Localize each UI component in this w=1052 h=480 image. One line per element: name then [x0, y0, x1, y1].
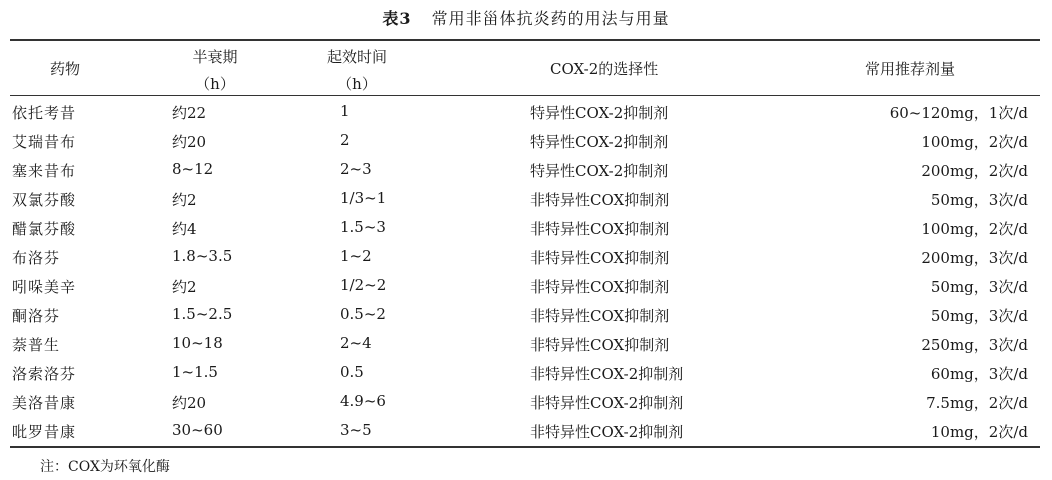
table-row: [10, 126, 1040, 155]
cell-half-life: 1.8~3.5: [172, 247, 233, 265]
cell-selectivity: 非特异性COX-2抑制剂: [530, 365, 684, 383]
cell-dose: 60~120mg，1次/d: [889, 104, 1028, 122]
table-number: 表3: [382, 9, 412, 28]
cell-dose: 250mg，3次/d: [921, 336, 1028, 354]
cell-drug: 吲哚美辛: [12, 278, 77, 296]
top-rule: [10, 39, 1040, 41]
table-row: [10, 242, 1040, 271]
cell-half-life: 30~60: [172, 421, 223, 439]
cell-dose: 100mg，2次/d: [921, 220, 1028, 238]
cell-selectivity: 特异性COX-2抑制剂: [530, 133, 669, 151]
cell-half-life: 1.5~2.5: [172, 305, 233, 323]
cell-half-life: 1~1.5: [172, 363, 218, 381]
cell-dose: 7.5mg，2次/d: [926, 394, 1028, 412]
header-half-life-unit: （h）: [195, 75, 235, 93]
table-row: [10, 213, 1040, 242]
cell-dose: 10mg，2次/d: [930, 423, 1028, 441]
cell-onset: 1.5~3: [340, 218, 386, 236]
cell-onset: 1/2~2: [340, 276, 387, 294]
table-row: [10, 271, 1040, 300]
cell-selectivity: 非特异性COX-2抑制剂: [530, 394, 684, 412]
cell-drug: 依托考昔: [12, 104, 77, 122]
cell-onset: 3~5: [340, 421, 372, 439]
cell-onset: 1~2: [340, 247, 372, 265]
cell-selectivity: 非特异性COX抑制剂: [530, 336, 670, 354]
cell-half-life: 约2: [172, 278, 197, 296]
cell-half-life: 约20: [172, 133, 207, 151]
table-row: [10, 387, 1040, 416]
cell-selectivity: 非特异性COX-2抑制剂: [530, 423, 684, 441]
cell-dose: 200mg，3次/d: [921, 249, 1028, 267]
cell-half-life: 8~12: [172, 160, 214, 178]
cell-onset: 1: [340, 102, 350, 120]
cell-onset: 4.9~6: [340, 392, 386, 410]
header-dose: 常用推荐剂量: [864, 60, 955, 78]
cell-dose: 50mg，3次/d: [930, 307, 1028, 325]
cell-drug: 洛索洛芬: [12, 365, 77, 383]
cell-onset: 2~4: [340, 334, 372, 352]
header-drug: 药物: [49, 60, 80, 78]
cell-onset: 0.5: [340, 363, 364, 381]
cell-half-life: 约22: [172, 104, 207, 122]
cell-onset: 0.5~2: [340, 305, 386, 323]
cell-dose: 60mg，3次/d: [930, 365, 1028, 383]
table-row: [10, 329, 1040, 358]
cell-half-life: 10~18: [172, 334, 223, 352]
cell-drug: 艾瑞昔布: [12, 133, 77, 151]
cell-drug: 醋氯芬酸: [12, 220, 77, 238]
cell-half-life: 约20: [172, 394, 207, 412]
cell-drug: 美洛昔康: [12, 394, 77, 412]
header-half-life-text: 半衰期: [192, 48, 238, 66]
header-onset: [302, 46, 412, 94]
table-row: [10, 416, 1040, 445]
table-body: [10, 97, 1040, 445]
cell-drug: 萘普生: [12, 336, 61, 354]
cell-onset: 1/3~1: [340, 189, 387, 207]
cell-selectivity: 非特异性COX抑制剂: [530, 278, 670, 296]
header-half-life: [175, 46, 255, 94]
table-row: [10, 358, 1040, 387]
cell-dose: 200mg，2次/d: [921, 162, 1028, 180]
header-onset-text: 起效时间: [326, 48, 387, 66]
table-header: [10, 42, 1040, 94]
cell-drug: 双氯芬酸: [12, 191, 77, 209]
cell-onset: 2: [340, 131, 350, 149]
cell-selectivity: 非特异性COX抑制剂: [530, 220, 670, 238]
cell-half-life: 约4: [172, 220, 197, 238]
table-title-text: 常用非甾体抗炎药的用法与用量: [431, 9, 670, 28]
bottom-rule: [10, 446, 1040, 448]
cell-selectivity: 非特异性COX抑制剂: [530, 249, 670, 267]
cell-drug: 塞来昔布: [12, 162, 77, 180]
cell-dose: 50mg，3次/d: [930, 191, 1028, 209]
cell-drug: 吡罗昔康: [12, 423, 77, 441]
table-row: [10, 300, 1040, 329]
cell-selectivity: 非特异性COX抑制剂: [530, 307, 670, 325]
cell-dose: 100mg，2次/d: [921, 133, 1028, 151]
cell-drug: 布洛芬: [12, 249, 61, 267]
header-onset-unit: （h）: [337, 75, 377, 93]
table-row: [10, 97, 1040, 126]
cell-selectivity: 非特异性COX抑制剂: [530, 191, 670, 209]
cell-onset: 2~3: [340, 160, 372, 178]
table-note: 注：COX为环氧化酶: [40, 459, 170, 475]
header-rule: [10, 95, 1040, 96]
cell-drug: 酮洛芬: [12, 307, 61, 325]
table-title: [0, 6, 1052, 29]
cell-selectivity: 特异性COX-2抑制剂: [530, 104, 669, 122]
header-selectivity: COX-2的选择性: [550, 60, 659, 78]
table-row: [10, 155, 1040, 184]
cell-dose: 50mg，3次/d: [930, 278, 1028, 296]
table-row: [10, 184, 1040, 213]
cell-half-life: 约2: [172, 191, 197, 209]
cell-selectivity: 特异性COX-2抑制剂: [530, 162, 669, 180]
